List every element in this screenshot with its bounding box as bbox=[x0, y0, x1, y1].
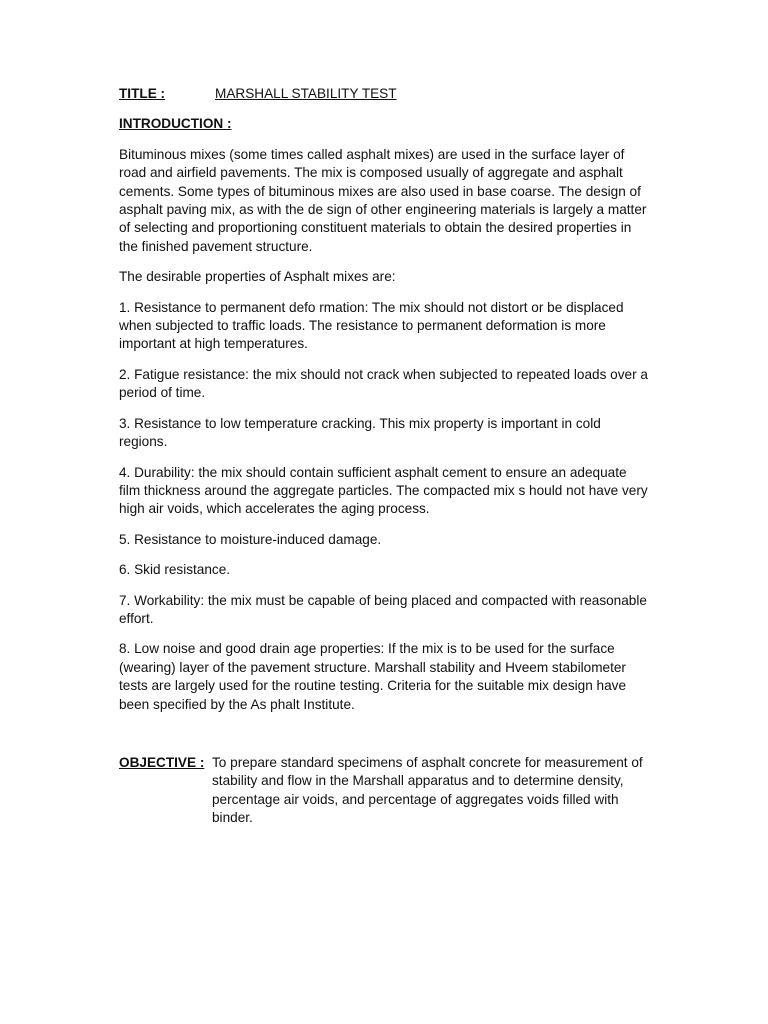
title-value: MARSHALL STABILITY TEST bbox=[215, 86, 397, 101]
property-item-5: 5. Resistance to moisture-induced damage. bbox=[119, 531, 382, 547]
properties-intro: The desirable properties of Asphalt mixes are: bbox=[119, 269, 396, 285]
document-content bbox=[119, 85, 649, 828]
property-item-3: 3. Resistance to low temperature cracking. This mix property is important in cold regions. bbox=[119, 415, 601, 450]
property-item-7: 7. Workability: the mix must be capable of being placed and compacted with reasonable effort. bbox=[119, 592, 647, 626]
intro-paragraph: Bituminous mixes (some times called asphalt mixes) are used in the surface layer of road and airfield pavements. The mix is composed usually of aggregate and asphalt cements. Some types of bituminous mixes are also used in base coarse. The design of asphalt paving mix, as with the de sign of other engineering materials is largely a matter of selecting and proportioning constituent materials to obtain the desired properties in the finished pavement structure. bbox=[119, 146, 647, 254]
introduction-heading: INTRODUCTION : bbox=[119, 116, 232, 132]
property-item-8: 8. Low noise and good drain age properties: If the mix is to be used for the surface (wearing) layer of the pavement structure. Marshall stability and Hveem stabilometer tests are largely used for the routine testing. Criteria for the suitable mix design have been specified by the As phalt Institute. bbox=[119, 641, 627, 712]
objective-text: To prepare standard specimens of asphalt concrete for measurement of stability and flow in the Marshall apparatus and to determine density, percentage air voids, and percentage of aggregates voids filled with binder. bbox=[212, 754, 643, 826]
property-item-2: 2. Fatigue resistance: the mix should not crack when subjected to repeated loads over a period of time. bbox=[119, 366, 648, 401]
property-item-1: 1. Resistance to permanent defo rmation: The mix should not distort or be displaced when subjected to traffic loads. The resistance to permanent deformation is more important at high temperatures. bbox=[119, 299, 624, 352]
title-row bbox=[119, 85, 649, 103]
property-item-6: 6. Skid resistance. bbox=[119, 562, 231, 578]
title-label: TITLE : bbox=[119, 86, 166, 101]
property-item-4: 4. Durability: the mix should contain sufficient asphalt cement to ensure an adequate film thickness around the aggregate particles. The compacted mix s hould not have very high air voids, which accelerates the aging process. bbox=[119, 464, 648, 517]
objective-label: OBJECTIVE : bbox=[119, 754, 205, 770]
objective-section bbox=[119, 754, 649, 828]
